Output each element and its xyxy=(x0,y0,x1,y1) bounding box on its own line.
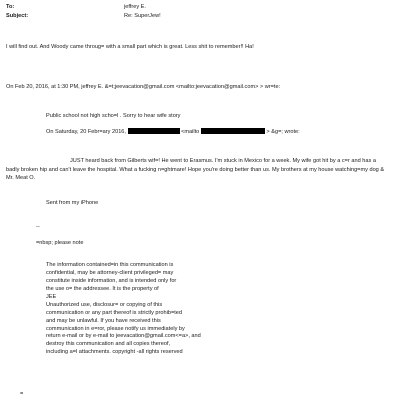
quote-text-1: Public school not high scho=l . Sorry to hear wife story xyxy=(46,113,181,119)
quote-header-2-mailto: <mailto xyxy=(181,129,200,135)
sent-label xyxy=(6,0,124,3)
subject-value: Re: SuperJew! xyxy=(124,13,161,19)
end-mark: = xyxy=(20,391,24,397)
signature-dashes: -- xyxy=(36,224,40,230)
disclaimer-line: destroy this communication and all copies thereof, xyxy=(46,341,171,348)
disclaimer-line: Unauthorized use, disclosur= or copying of this xyxy=(46,301,163,308)
main-message: JUST heard back from Gilberts wif=! He went to Erasmus. I'm stuck in Mexico for a week. My wife got hit by a c=r and has a badly broken hip and can't leave the hospital. What a fucking n=ghtmare! Hope you're doing better than us. My brothers at my house watching=my dog & Mr. Meat O. xyxy=(6,158,385,182)
to-label: To: xyxy=(6,4,15,10)
disclaimer xyxy=(46,262,346,357)
disclaimer-line: constitute inside information, and is intended only for xyxy=(46,277,177,284)
disclaimer-line: The information contained=in this communication is xyxy=(46,262,174,268)
quote-header-2-wrote: > &g=; wrote: xyxy=(266,129,300,135)
reply-line: I will find out. And Woody came throug= with a small part which is great. Less shit to remember!! Ha! xyxy=(6,44,254,50)
disclaimer-line: and may be unlawful. If you have received this xyxy=(46,317,161,324)
to-value: jeffrey E. xyxy=(124,4,146,10)
disclaimer-line: confidential, may be attorney-client privileged= may xyxy=(46,269,174,276)
subject-row xyxy=(6,13,392,22)
sent-from: Sent from my iPhone xyxy=(46,200,99,206)
redaction-block xyxy=(128,128,180,134)
to-row xyxy=(6,4,392,13)
quote-header-1: On Feb 20, 2016, at 1:30 PM, jeffrey E. &=t;jeevacation@gmail.com <mailto:jeevacation@gmail.com> > wr=te: xyxy=(6,84,281,90)
quote-header-2-date: On Saturday, 20 Febr=ary 2016, xyxy=(46,129,126,135)
disclaimer-line: return e-mail or by e-mail to jeevacation@gmail.com<=a>, and xyxy=(46,333,201,340)
subject-label: Subject: xyxy=(6,13,29,19)
please-note: =nbsp; please note xyxy=(36,240,84,246)
disclaimer-line: including a=l attachments. copyright -all rights reserved xyxy=(46,349,183,356)
disclaimer-line: communication in e=ror, please notify us immediately by xyxy=(46,325,185,332)
redaction-block xyxy=(201,128,265,134)
disclaimer-line: JEE xyxy=(46,293,57,300)
email-header xyxy=(6,0,392,22)
disclaimer-line: communication or any part thereof is strictly prohib=ted xyxy=(46,309,183,316)
quote-header-2 xyxy=(46,128,396,137)
sent-value xyxy=(124,0,392,3)
disclaimer-line: the use o= the addressee. It is the property of xyxy=(46,285,159,292)
